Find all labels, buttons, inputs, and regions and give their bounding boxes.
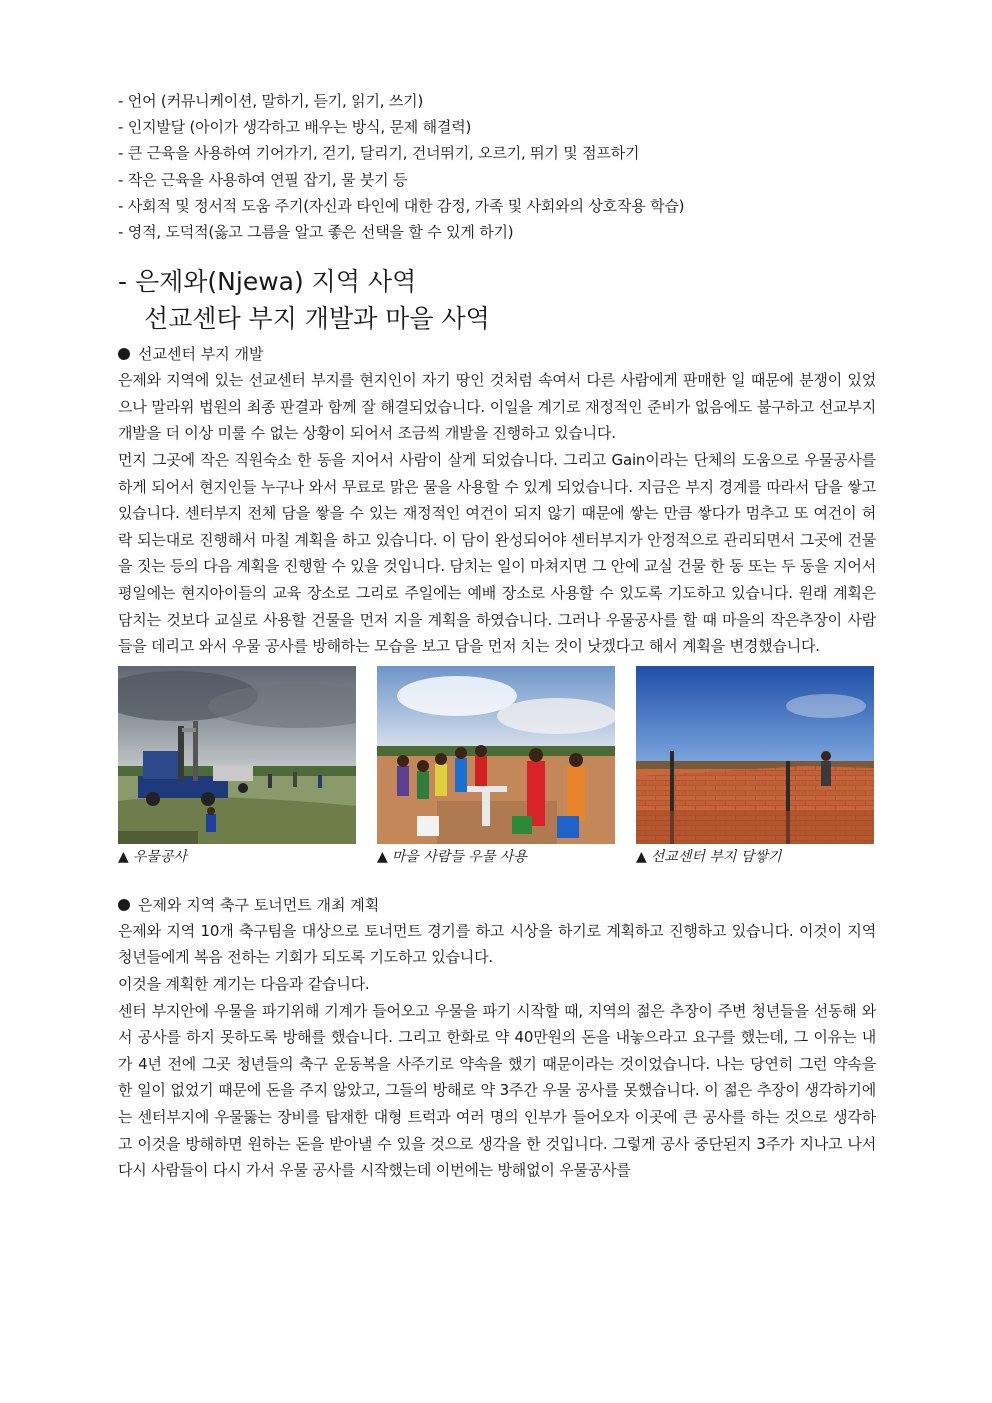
caption-text: 마을 사람들 우물 사용: [391, 848, 527, 865]
list-item: - 작은 근육을 사용하여 연필 잡기, 물 붓기 등: [118, 170, 408, 189]
photo-figure-wall-building: [636, 666, 874, 868]
document-page: [118, 88, 876, 1184]
photo-caption: [377, 846, 615, 868]
section-title: - 은제와(Njewa) 지역 사역: [118, 267, 417, 297]
development-list: [118, 88, 876, 245]
bullet-dot-icon: [118, 899, 130, 911]
heading-text: 은제와 지역 축구 토너먼트 개최 계획: [138, 895, 380, 914]
paragraph: 이것을 계획한 계기는 다음과 같습니다.: [118, 974, 370, 993]
bullet-heading-site-development: [118, 341, 876, 367]
paragraph: 먼지 그곳에 작은 직원숙소 한 동을 지어서 사람이 살게 되었습니다. 그리고 Gain이라는 단체의 도움으로 우물공사를 하게 되어서 현지인들 누구나 와서 무료로 맑은 물을 사용할 수 있게 되었습니다. 지금은 부지 경계를 따라서 담을 쌓고 있습니다. 센터부지 전체 담을 쌓을 수 있는 재정적인 여건이 되지 않기 때문에 쌓는 만큼 쌓다가 멈추고 또 여건이 허락 되는대로 진행해서 마칠 계획을 하고 있습니다. 이 담이 완성되어야 센터부지가 안정적으로 관리되면서 그곳에 건물을 짓는 등의 다음 계획을 진행할 수 있을 것입니다. 담치는 일이 마쳐지면 그 안에 교실 건물 한 동 또는 두 동을 지어서 평일에는 현지아이들의 교육 장소로 그리로 주일에는 예배 장소로 사용할 수 있도록 기도하고 있습니다. 원래 계획은 담치는 것보다 교실로 사용할 건물을 먼저 지을 계획을 하였습니다. 그러나 우물공사를 할 때 마을의 작은추장이 사람들을 데리고 와서 우물 공사를 방해하는 모습을 보고 담을 먼저 치는 것이 낫겠다고 해서 계획을 변경했습니다.: [118, 451, 876, 656]
list-item: - 영적, 도덕적(옳고 그름을 알고 좋은 선택을 할 수 있게 하기): [118, 223, 514, 242]
villagers-well-photo: [377, 666, 615, 844]
well-drilling-photo: [118, 666, 356, 844]
bullet-dot-icon: [118, 348, 130, 360]
list-item: - 사회적 및 정서적 도움 주기(자신과 타인에 대한 감정, 가족 및 사회와의 상호작용 학습): [118, 196, 685, 215]
list-item: - 큰 근육을 사용하여 기어가기, 걷기, 달리기, 건너뛰기, 오르기, 뛰기 및 점프하기: [118, 144, 640, 163]
paragraph: 은제와 지역 10개 축구팀을 대상으로 토너먼트 경기를 하고 시상을 하기로 계획하고 진행하고 있습니다. 이것이 지역 청년들에게 복음 전하는 기회가 되도록 기도하고 있습니다.: [118, 921, 876, 967]
caption-text: 우물공사: [132, 848, 187, 865]
list-item: - 언어 (커뮤니케이션, 말하기, 듣기, 읽기, 쓰기): [118, 92, 424, 110]
paragraph: 은제와 지역에 있는 선교센터 부지를 현지인이 자기 땅인 것처럼 속여서 다른 사람에게 판매한 일 때문에 분쟁이 있었으나 말라위 법원의 최종 판결과 함께 잘 해결되었습니다. 이일을 계기로 재정적인 준비가 없음에도 불구하고 선교부지 개발을 더 이상 미룰 수 없는 상황이 되어서 조금씩 개발을 진행하고 있습니다.: [118, 371, 876, 443]
section-subtitle: 선교센타 부지 개발과 마을 사역: [144, 304, 490, 334]
photo-row: [118, 666, 874, 868]
photo-figure-villagers-well: [377, 666, 615, 868]
triangle-icon: ▲: [377, 848, 388, 865]
wall-building-photo: [636, 666, 874, 844]
list-item: - 인지발달 (아이가 생각하고 배우는 방식, 문제 해결력): [118, 118, 472, 137]
paragraph: 센터 부지안에 우물을 파기위해 기계가 들어오고 우물을 파기 시작할 때, 지역의 젊은 추장이 주변 청년들을 선동해 와서 공사를 하지 못하도록 방해를 했습니다. 그리고 한화로 약 40만원의 돈을 내놓으라고 요구를 했는데, 그 이유는 내가 4년 전에 그곳 청년들의 축구 운동복을 사주기로 약속을 했기 때문이라는 것이었습니다. 나는 당연히 그런 약속을 한 일이 없었기 때문에 돈을 주지 않았고, 그들의 방해로 약 3주간 우물 공사를 못했습니다. 이 젊은 추장이 생각하기에는 센터부지에 우물뚫는 장비를 탑재한 대형 트럭과 여러 명의 인부가 들어오자 이곳에 큰 공사를 하는 것으로 생각하고 이것을 방해하면 원하는 돈을 받아낼 수 있을 것으로 생각을 한 것입니다. 그렇게 공사 중단된지 3주가 지나고 나서 다시 사람들이 다시 가서 우물 공사를 시작했는데 이번에는 방해없이 우물공사를: [118, 1001, 876, 1180]
triangle-icon: ▲: [118, 848, 129, 865]
triangle-icon: ▲: [636, 848, 647, 865]
photo-caption: [636, 846, 874, 868]
photo-caption: [118, 846, 356, 868]
photo-figure-well-drilling: [118, 666, 356, 868]
caption-text: 선교센터 부지 담쌓기: [650, 848, 782, 865]
heading-text: 선교센터 부지 개발: [138, 345, 264, 364]
bullet-heading-football-tournament: [118, 892, 876, 918]
